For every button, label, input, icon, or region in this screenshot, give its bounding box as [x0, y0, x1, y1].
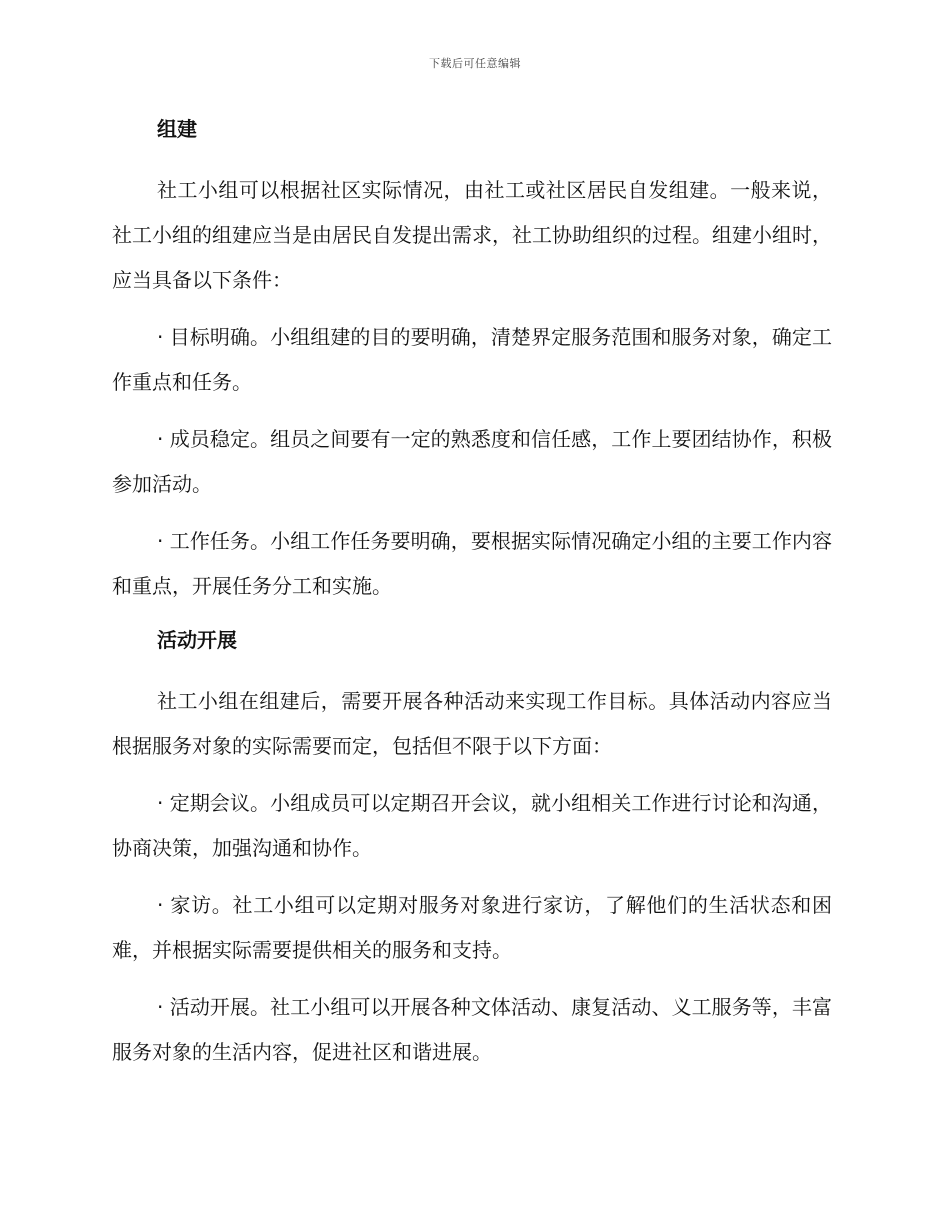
- list-item: · 家访。社工小组可以定期对服务对象进行家访，了解他们的生活状态和困难，并根据实际需要提供相关的服务和支持。: [112, 893, 832, 962]
- list-item: · 活动开展。社工小组可以开展各种文体活动、康复活动、义工服务等，丰富服务对象的生活内容，促进社区和谐进展。: [112, 995, 832, 1064]
- section-heading-formation: 组建: [157, 117, 197, 141]
- section-heading-activities: 活动开展: [157, 628, 237, 652]
- header-note: 下载后可任意编辑: [429, 57, 521, 70]
- list-item: · 定期会议。小组成员可以定期召开会议，就小组相关工作进行讨论和沟通，协商决策，加强沟通和协作。: [112, 791, 832, 860]
- section-intro-formation: 社工小组可以根据社区实际情况，由社工或社区居民自发组建。一般来说，社工小组的组建应当是由居民自发提出需求，社工协助组织的过程。组建小组时，应当具备以下条件：: [112, 178, 832, 292]
- list-item: · 成员稳定。组员之间要有一定的熟悉度和信任感，工作上要团结协作，积极参加活动。: [112, 427, 832, 496]
- list-item: · 工作任务。小组工作任务要明确，要根据实际情况确定小组的主要工作内容和重点，开展任务分工和实施。: [112, 529, 832, 598]
- section-intro-activities: 社工小组在组建后，需要开展各种活动来实现工作目标。具体活动内容应当根据服务对象的实际需要而定，包括但不限于以下方面：: [112, 689, 832, 758]
- document-body: [112, 112, 832, 1075]
- list-item: · 目标明确。小组组建的目的要明确，清楚界定服务范围和服务对象，确定工作重点和任务。: [112, 325, 832, 394]
